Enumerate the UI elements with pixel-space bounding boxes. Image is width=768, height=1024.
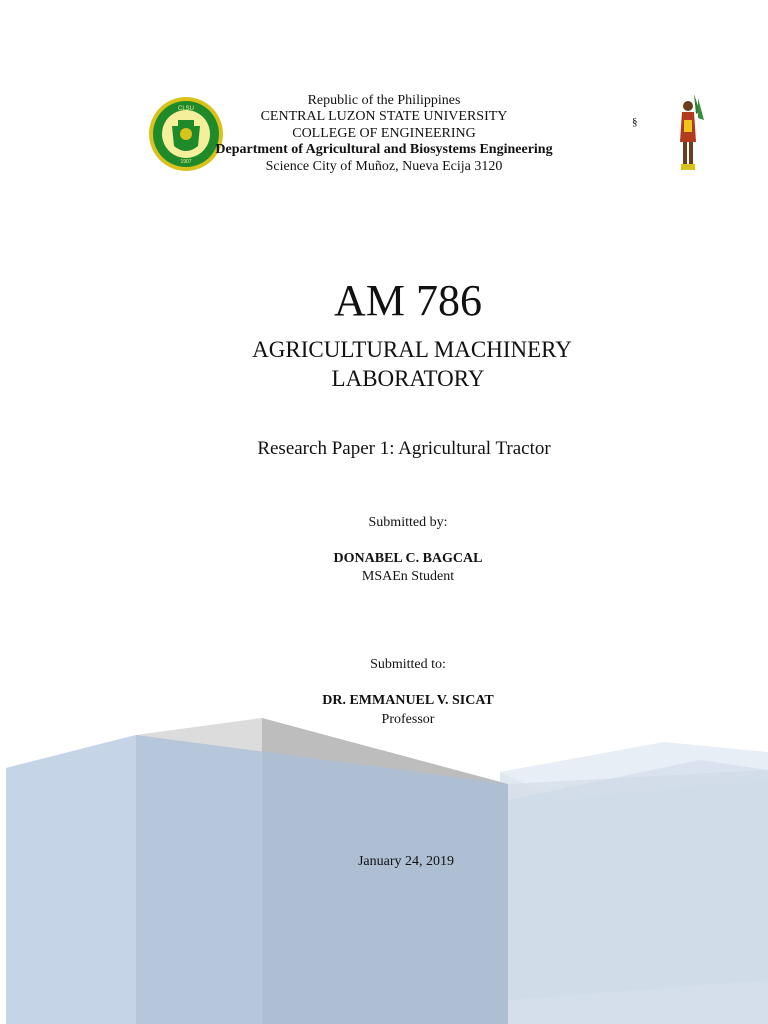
shape-left-pale-panel: [6, 735, 136, 1024]
submission-date: January 24, 2019: [357, 854, 455, 869]
header-republic: Republic of the Philippines: [307, 93, 461, 108]
side-mark: §: [632, 116, 638, 128]
header-department: Department of Agricultural and Biosystems Engineering: [215, 142, 553, 157]
svg-text:1907: 1907: [180, 159, 192, 165]
submitted-by-label: Submitted by:: [368, 515, 448, 530]
submitted-by-name: DONABEL C. BAGCAL: [333, 551, 483, 566]
header-college: COLLEGE OF ENGINEERING: [292, 126, 476, 141]
course-title-line2: LABORATORY: [331, 366, 485, 391]
paper-title: Research Paper 1: Agricultural Tractor: [257, 438, 551, 459]
header-address: Science City of Muñoz, Nueva Ecija 3120: [265, 159, 503, 174]
shape-right-blue-overlay: [508, 760, 768, 1024]
course-code: AM 786: [334, 276, 482, 325]
submitted-to-label: Submitted to:: [370, 657, 446, 672]
header-university: CENTRAL LUZON STATE UNIVERSITY: [260, 109, 508, 124]
submitted-to-name: DR. EMMANUEL V. SICAT: [322, 693, 494, 708]
course-title-line1: AGRICULTURAL MACHINERY: [252, 337, 572, 362]
submitted-by-role: MSAEn Student: [361, 569, 455, 584]
svg-text:CLSU: CLSU: [177, 106, 195, 112]
submitted-to-role: Professor: [381, 712, 435, 727]
